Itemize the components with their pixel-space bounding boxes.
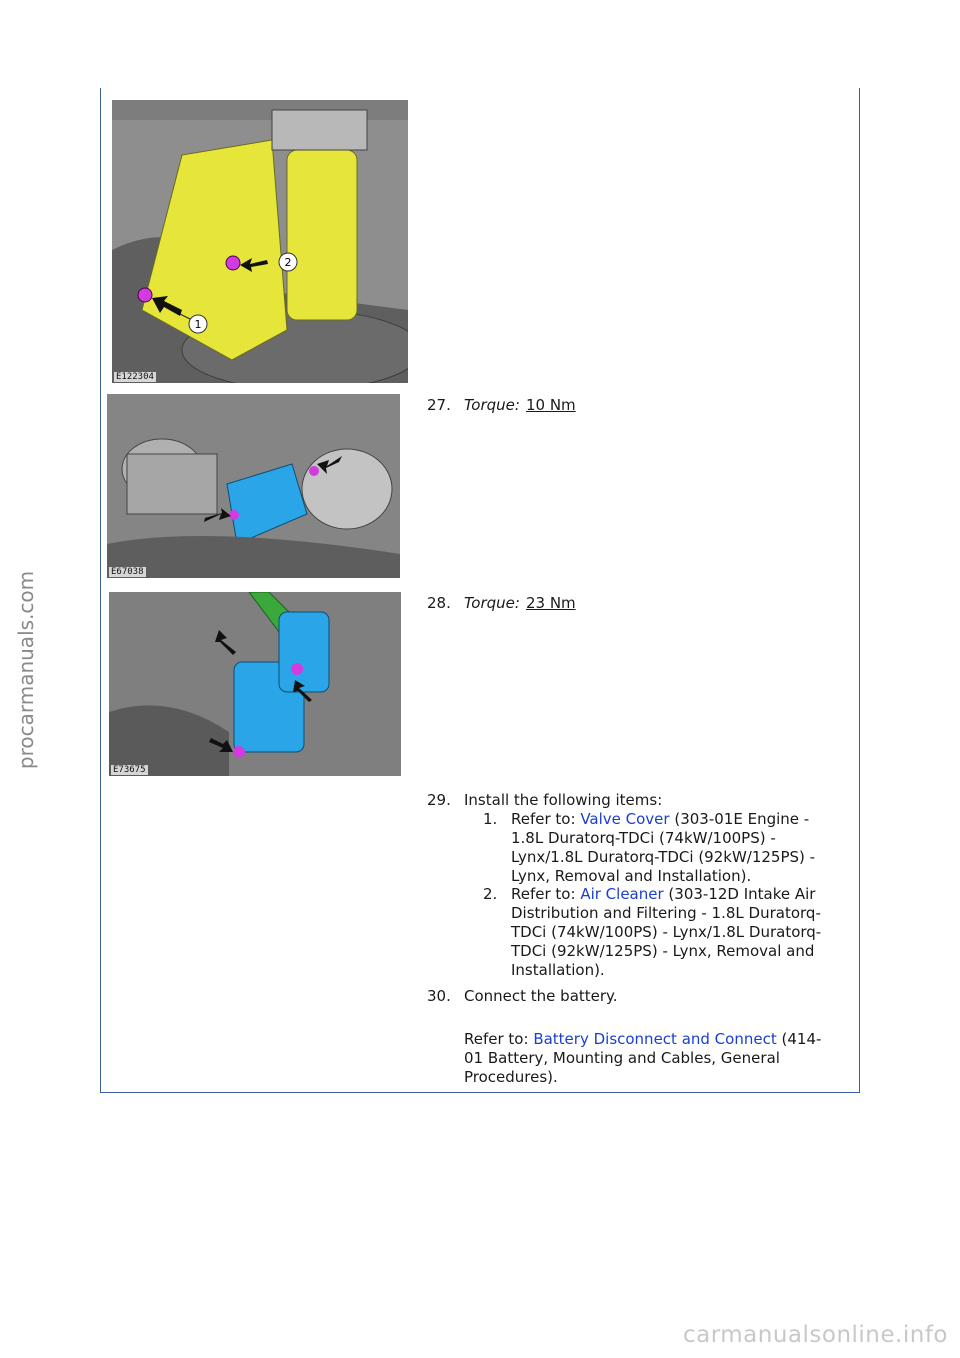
step-30-reference	[464, 1030, 854, 1087]
step-27	[427, 396, 847, 415]
ref-line: Lynx/1.8L Duratorq-TDCi (92kW/125PS) -	[511, 848, 816, 866]
figure-id-label: E122304	[116, 372, 154, 382]
refer-prefix: Refer to:	[464, 1030, 534, 1048]
sub-step-number: 1.	[483, 810, 498, 828]
callout-1: 1	[194, 318, 202, 331]
figure-e73675	[109, 592, 401, 776]
ref-line: Distribution and Filtering - 1.8L Duratorq-	[511, 904, 821, 922]
ref-line: TDCi (74kW/100PS) - Lynx/1.8L Duratorq-	[511, 923, 822, 941]
figure-e67038	[107, 394, 400, 578]
torque-value: 10 Nm	[525, 396, 576, 414]
bottom-watermark: carmanualsonline.info	[682, 1322, 948, 1348]
figure-id-label: E67038	[111, 567, 144, 577]
ref-line: Procedures).	[464, 1068, 558, 1086]
sub-step-number: 2.	[483, 885, 498, 903]
engine-illustration-3	[109, 592, 401, 776]
ref-line: (414-	[781, 1030, 822, 1048]
ref-line: Installation).	[511, 961, 605, 979]
air-cleaner-link[interactable]: Air Cleaner	[580, 885, 664, 903]
step-number: 30.	[427, 987, 451, 1005]
engine-illustration-1	[112, 100, 408, 383]
ref-line: TDCi (92kW/125PS) - Lynx, Removal and	[511, 942, 815, 960]
callout-2: 2	[284, 256, 292, 269]
sub-step-29-1	[483, 810, 853, 886]
ref-line: (303-01E Engine -	[674, 810, 810, 828]
engine-illustration-2	[107, 394, 400, 578]
refer-prefix: Refer to:	[511, 885, 581, 903]
figure-id-label: E73675	[113, 765, 146, 775]
side-watermark: procarmanuals.com	[14, 570, 38, 770]
ref-line: 1.8L Duratorq-TDCi (74kW/100PS) -	[511, 829, 776, 847]
ref-line: 01 Battery, Mounting and Cables, General	[464, 1049, 780, 1067]
step-30	[427, 987, 847, 1006]
battery-disconnect-link[interactable]: Battery Disconnect and Connect	[533, 1030, 777, 1048]
step-29	[427, 791, 847, 810]
figure-e122304	[112, 100, 408, 383]
step-number: 27.	[427, 396, 451, 414]
valve-cover-link[interactable]: Valve Cover	[580, 810, 670, 828]
refer-prefix: Refer to:	[511, 810, 581, 828]
torque-label: Torque:	[464, 594, 520, 612]
ref-line: Lynx, Removal and Installation).	[511, 867, 752, 885]
ref-line: (303-12D Intake Air	[668, 885, 816, 903]
step-number: 29.	[427, 791, 451, 809]
step-number: 28.	[427, 594, 451, 612]
step-text: Install the following items:	[464, 791, 663, 809]
sub-step-29-2	[483, 885, 858, 980]
torque-value: 23 Nm	[525, 594, 576, 612]
step-28	[427, 594, 847, 613]
step-text: Connect the battery.	[464, 987, 618, 1005]
torque-label: Torque:	[464, 396, 520, 414]
